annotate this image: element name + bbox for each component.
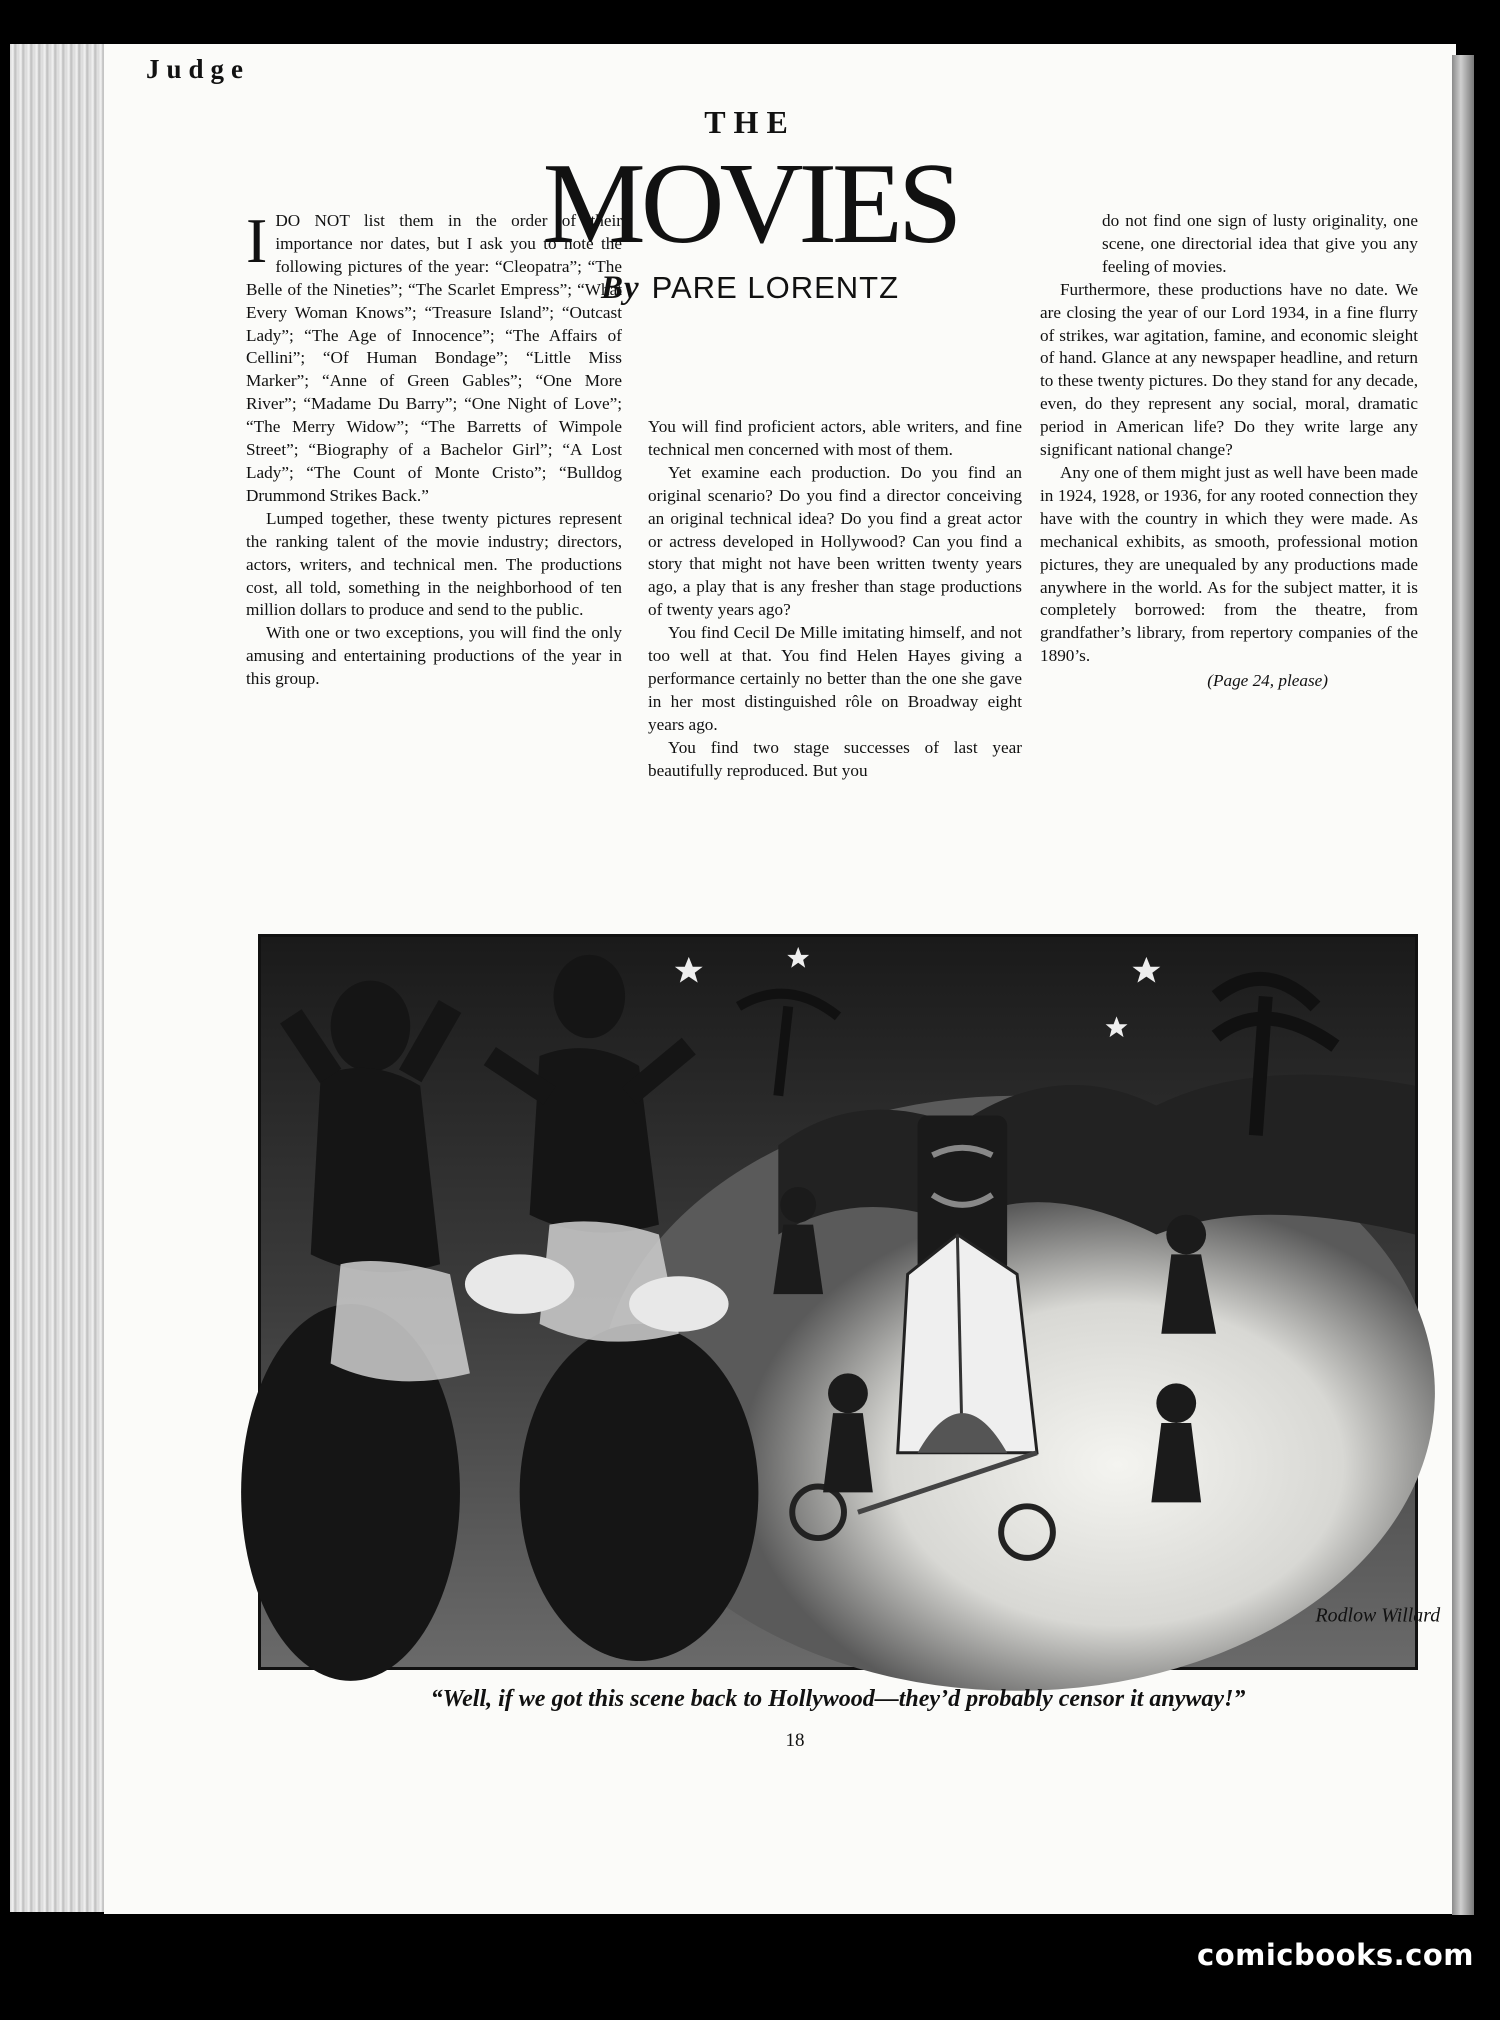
article-paragraph: Furthermore, these productions have no date. We are closing the year of our Lord 1934, in a fine flurry of strikes, war agitation, famine, and economic sleight of hand. Glance at any newspaper headline, and return to these twenty pictures. Do they stand for any decade, even, do they represent any social, moral, dramatic period in American life? Do they write large any significant national change? [1040, 279, 1418, 460]
title-main: MOVIES [542, 140, 958, 268]
article-paragraph: You find Cecil De Mille imitating himself, and not too well at that. You find Helen Hayes giving a performance certainly no better than the one she gave in her most distinguished rôle on Broadway eight years ago. [648, 623, 1022, 734]
article-column-middle [648, 416, 1022, 783]
article-paragraph: You will find proficient actors, able writers, and fine technical men concerned with most of them. [648, 417, 1022, 459]
jungle-dance-cartoon-illustration [261, 937, 1441, 1667]
continued-note: (Page 24, please) [1207, 671, 1328, 691]
drop-cap: I [246, 205, 268, 276]
article-column-right [1040, 210, 1418, 693]
article-paragraph: You find two stage successes of last year beautifully reproduced. But you [648, 737, 1022, 780]
byline-by: By [600, 270, 640, 306]
article-paragraph: With one or two exceptions, you will find the only amusing and entertaining productions of the year in this group. [246, 623, 622, 689]
running-head: Judge [146, 54, 251, 84]
site-watermark: comicbooks.com [1197, 1938, 1474, 1972]
article-paragraph: do not find one sign of lusty originality, one scene, one directorial idea that give you any feeling of movies. [1102, 211, 1418, 276]
article-paragraph: Lumped together, these twenty pictures represent the ranking talent of the movie industry; directors, actors, writers, and technical men. The productions cost, all told, something in the neighborhood of ten million dollars to produce and send to the public. [246, 508, 622, 620]
article-column-left [246, 205, 622, 691]
book-spine-edge [1452, 55, 1474, 1915]
cartoon-illustration [258, 934, 1441, 1670]
artist-signature: Rodlow Willard [1315, 1604, 1441, 1627]
title-kicker: THE [704, 104, 796, 140]
byline-author: PARE LORENTZ [651, 270, 900, 305]
page-number: 18 [785, 1730, 805, 1751]
article-paragraph: Yet examine each production. Do you find an original scenario? Do you find a director conceiving an original technical idea? Do you find a great actor or actress developed in Hollywood? Can you find a story that might not have been written twenty years ago, a play that is any fresher than stage productions of twenty years ago? [648, 462, 1022, 620]
illustration-caption: “Well, if we got this scene back to Hollywood—they’d probably censor it anyway!” [430, 1686, 1246, 1712]
article-paragraph: I DO NOT list them in the order of their importance nor dates, but I ask you to note the following pictures of the year: “Cleopatra”; “The Belle of the Nineties”; “The Scarlet Empress”; “What Every Woman Knows”; “Treasure Island”; “Outcast Lady”; “The Age of Innocence”; “The Affairs of Cellini”; “Of Human Bondage”; “Little Miss Marker”; “Anne of Green Gables”; “One More River”; “Madame Du Barry”; “One Night of Love”; “The Merry Widow”; “The Barretts of Wimpole Street”; “Biography of a Bachelor Girl”; “A Lost Lady”; “The Count of Monte Cristo”; “Bulldog Drummond Strikes Back.” [246, 205, 622, 505]
article-paragraph: Any one of them might just as well have been made in 1924, 1928, or 1936, for any rooted connection they have with the country in which they were made. As mechanical exhibits, as smooth, professional motion pictures, they are unequaled by any productions made anywhere in the world. As for the subject matter, it is completely borrowed: from the theatre, from grandfather’s library, from repertory companies of the 1890’s. [1040, 462, 1418, 666]
